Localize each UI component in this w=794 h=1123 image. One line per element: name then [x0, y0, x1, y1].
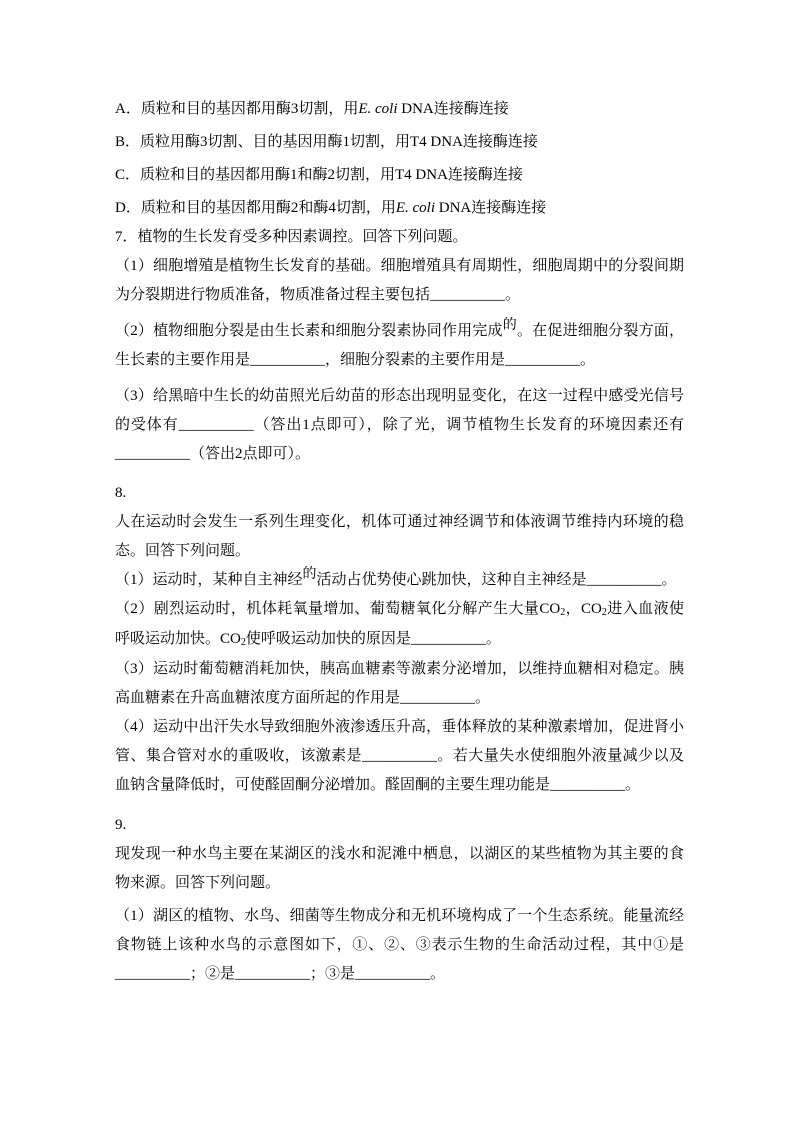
answer-blank: __________	[250, 352, 326, 368]
answer-blank: __________	[178, 417, 254, 433]
text-run: （1）湖区的植物、水鸟、细菌等生物成分和无机环境构成了一个生态系统。能量流经食物链上该种水鸟的示意图如下，①、②、③表示生物的生命活动过程，其中①是	[115, 908, 684, 953]
text-run: D．质粒和目的基因都用酶2和酶4切割，用	[115, 200, 396, 216]
q9-number	[115, 811, 684, 840]
text-run: 8.	[115, 485, 127, 501]
answer-blank: __________	[115, 966, 190, 982]
answer-blank: __________	[430, 287, 506, 303]
text-run: 。	[485, 631, 501, 647]
text-run: （2）剧烈运动时，机体耗氧量增加、葡萄糖氧化分解产生大量CO	[115, 601, 561, 617]
subscript-text: 2	[560, 607, 566, 618]
superscript-text: 的	[502, 318, 517, 333]
q8-part-3	[115, 655, 684, 713]
text-run: 。	[625, 777, 641, 793]
text-run: 。	[580, 352, 596, 368]
text-run: 使呼吸运动加快的原因是	[245, 631, 411, 647]
answer-blank: __________	[355, 966, 431, 982]
q7-part-1	[115, 252, 684, 310]
text-run: 。	[661, 572, 677, 588]
answer-blank: __________	[410, 631, 486, 647]
text-run: DNA连接酶连接	[397, 101, 509, 117]
text-run: （2）植物细胞分裂是由生长素和细胞分裂素协同作用完成	[115, 323, 503, 339]
answer-blank: __________	[550, 777, 626, 793]
subscript-text: 2	[601, 607, 607, 618]
text-run: 人在运动时会发生一系列生理变化，机体可通过神经调节和体液调节维持内环境的稳态。回答下列问题。	[115, 514, 684, 559]
subscript-text: 2	[240, 637, 246, 648]
answer-blank: __________	[505, 352, 581, 368]
q7-part-3	[115, 382, 684, 469]
document-body	[115, 95, 684, 989]
superscript-text: 的	[302, 567, 317, 582]
text-run: 。	[475, 690, 491, 706]
option-b	[115, 128, 684, 157]
text-run: A．质粒和目的基因都用酶3切割，用	[115, 101, 359, 117]
q8-stem	[115, 508, 684, 566]
text-run: ；②是	[190, 966, 236, 982]
answer-blank: __________	[235, 966, 311, 982]
text-run: ，细胞分裂素的主要作用是	[325, 352, 506, 368]
text-run: DNA连接酶连接	[435, 200, 547, 216]
italic-text: E. coli	[395, 200, 435, 216]
text-run: 9.	[115, 817, 127, 833]
text-run: （答出1点即可），除了光，调节植物生长发育的环境因素还有	[253, 417, 684, 433]
answer-blank: __________	[115, 446, 190, 462]
text-run: 活动占优势使心跳加快，这种自主神经是	[316, 572, 587, 588]
text-run: 进入血液使呼吸运动加快。CO	[115, 601, 684, 647]
text-run: （1）细胞增殖是植物生长发育的基础。细胞增殖具有周期性，细胞周期中的分裂间期为分裂期进行物质准备，物质准备过程主要包括	[115, 258, 684, 303]
text-run: （1）运动时，某种自主神经	[115, 572, 303, 588]
text-run: 7．植物的生长发育受多种因素调控。回答下列问题。	[115, 229, 468, 245]
text-run: （3）运动时葡萄糖消耗加快，胰高血糖素等激素分泌增加，以维持血糖相对稳定。胰高血糖素在升高血糖浓度方面所起的作用是	[115, 661, 684, 706]
option-a	[115, 95, 684, 124]
text-run: （4）运动中出汗失水导致细胞外液渗透压升高，垂体释放的某种激素增加，促进肾小管、集合管对水的重吸收，该激素是	[115, 719, 684, 764]
answer-blank: __________	[586, 572, 662, 588]
q8-part-1	[115, 566, 684, 595]
q9-stem	[115, 840, 684, 898]
answer-blank: __________	[400, 690, 476, 706]
q9-part-1	[115, 902, 684, 989]
text-run: （3）给黑暗中生长的幼苗照光后幼苗的形态出现明显变化，在这一过程中感受光信号的受体有	[115, 388, 684, 433]
text-run: 。	[505, 287, 521, 303]
answer-blank: __________	[362, 748, 437, 764]
text-run: C．质粒和目的基因都用酶1和酶2切割，用T4 DNA连接酶连接	[115, 167, 523, 183]
q8-part-4	[115, 713, 684, 800]
q8-number	[115, 479, 684, 508]
text-run: 。	[430, 966, 446, 982]
option-d	[115, 194, 684, 223]
text-run: 。若大量失水使细胞外液量减少以及血钠含量降低时，可使醛固酮分泌增加。醛固酮的主要生理功能是	[115, 748, 684, 793]
text-run: B．质粒用酶3切割、目的基因用酶1切割，用T4 DNA连接酶连接	[115, 134, 538, 150]
option-c	[115, 161, 684, 190]
q7-part-2	[115, 317, 684, 375]
q8-part-2	[115, 595, 684, 655]
text-run: ，CO	[565, 601, 602, 617]
text-run: 。在促进细胞分裂方面，生长素的主要作用是	[115, 323, 684, 368]
text-run: ；③是	[310, 966, 356, 982]
text-run: （答出2点即可）。	[190, 446, 311, 462]
text-run: 现发现一种水鸟主要在某湖区的浅水和泥滩中栖息，以湖区的某些植物为其主要的食物来源。回答下列问题。	[115, 846, 684, 891]
q7-header	[115, 223, 684, 252]
italic-text: E. coli	[358, 101, 398, 117]
